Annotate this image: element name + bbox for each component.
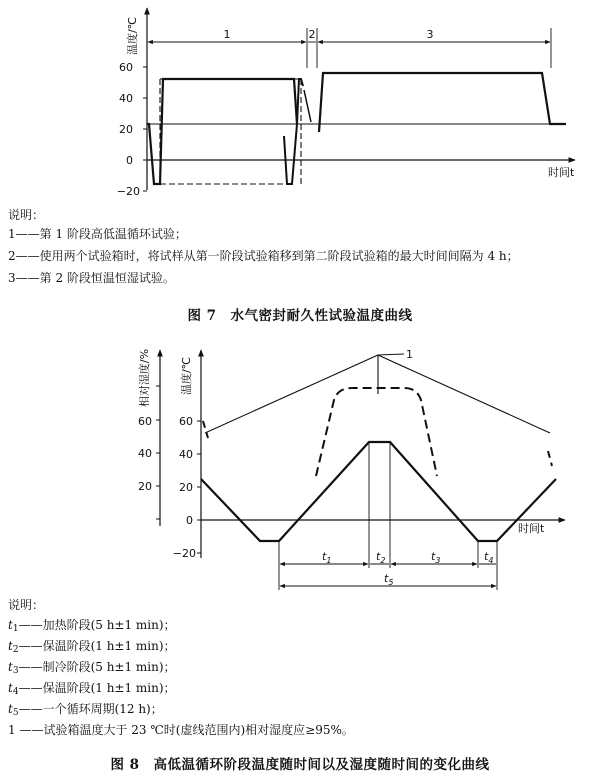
fig8-notes-title: 说明：: [8, 598, 45, 612]
fig7-tick-0: 0: [126, 154, 133, 167]
fig8-note-t4: $t_4——$保温阶段(1 h±1 min)；: [8, 681, 176, 697]
fig8-temp-tick-20: 20: [179, 481, 193, 494]
figure-7-chart: [0, 0, 600, 200]
fig7-stage-label-3: 3: [426, 28, 434, 41]
fig8-t3-label: $t_3$: [431, 550, 441, 565]
fig8-temp-tick-0: 0: [186, 514, 193, 527]
fig8-t5-label: $t_5$: [384, 572, 394, 587]
fig7-stage3-curve: [319, 73, 566, 132]
fig8-callout-leader: [378, 354, 404, 355]
fig8-callout-1: 1: [406, 348, 413, 361]
fig8-rh-dashed-curve: [316, 388, 437, 476]
fig8-note-t3: $t_3——$制冷阶段(5 h±1 min)；: [8, 660, 176, 676]
fig8-rh-label: 相对湿度/%: [138, 348, 151, 408]
fig8-caption: 图 8 高低温循环阶段温度随时间以及湿度随时间的变化曲线: [110, 757, 490, 773]
fig7-notes-title: 说明：: [8, 208, 45, 222]
fig7-stage1-curve: [147, 79, 297, 184]
fig8-note-1: 1 ——试验箱温度大于 23 ℃时(虚线范围内)相对湿度应≥95%。: [8, 723, 354, 737]
fig7-caption: 图 7 水气密封耐久性试验温度曲线: [187, 308, 413, 324]
fig8-note-t1: $t_1——$加热阶段(5 h±1 min)；: [8, 618, 176, 634]
fig7-y-label: 温度/℃: [126, 16, 139, 56]
fig8-rh-dashed-left: [203, 421, 208, 438]
fig8-note-t2: $t_2——$保温阶段(1 h±1 min)；: [8, 639, 176, 655]
fig7-stage1-return: [284, 79, 303, 184]
fig7-tick-40: 40: [119, 92, 133, 105]
fig7-note-2: 2——使用两个试验箱时，将试样从第一阶段试验箱移到第二阶段试验箱的最大时间间隔为 4 h；: [8, 249, 519, 263]
fig8-rh-tick-40: 40: [138, 447, 152, 460]
fig7-stage-label-2: 2: [308, 28, 316, 41]
fig8-note-t5: $t_5——$一个循环周期(12 h)；: [8, 702, 163, 718]
fig8-t1-label: $t_1$: [322, 550, 332, 565]
fig7-tick-60: 60: [119, 61, 133, 74]
fig8-t2-label: $t_2$: [376, 550, 386, 565]
fig8-temp-tick-40: 40: [179, 448, 193, 461]
fig7-note-1: 1——第 1 阶段高低温循环试验；: [8, 227, 187, 241]
fig8-temp-label: 温度/℃: [180, 356, 193, 396]
fig8-temp-curve: [201, 442, 556, 541]
fig8-temp-tick-minus20: −20: [172, 547, 196, 560]
fig7-x-label: 时间t: [548, 166, 575, 179]
fig8-temp-tick-60: 60: [179, 415, 193, 428]
fig8-rh-dashed-right: [548, 451, 552, 466]
fig7-transition: [304, 90, 311, 122]
fig8-x-label: 时间t: [518, 522, 545, 535]
fig8-rh-tick-60: 60: [138, 415, 152, 428]
fig7-stage-label-1: 1: [223, 28, 231, 41]
fig7-tick-minus20: −20: [116, 185, 140, 198]
fig8-rh-tick-20: 20: [138, 480, 152, 493]
fig7-tick-20: 20: [119, 123, 133, 136]
fig8-t4-label: $t_4$: [484, 550, 494, 565]
figure-8-chart: [0, 336, 600, 596]
fig7-note-3: 3——第 2 阶段恒温恒湿试验。: [8, 271, 175, 285]
